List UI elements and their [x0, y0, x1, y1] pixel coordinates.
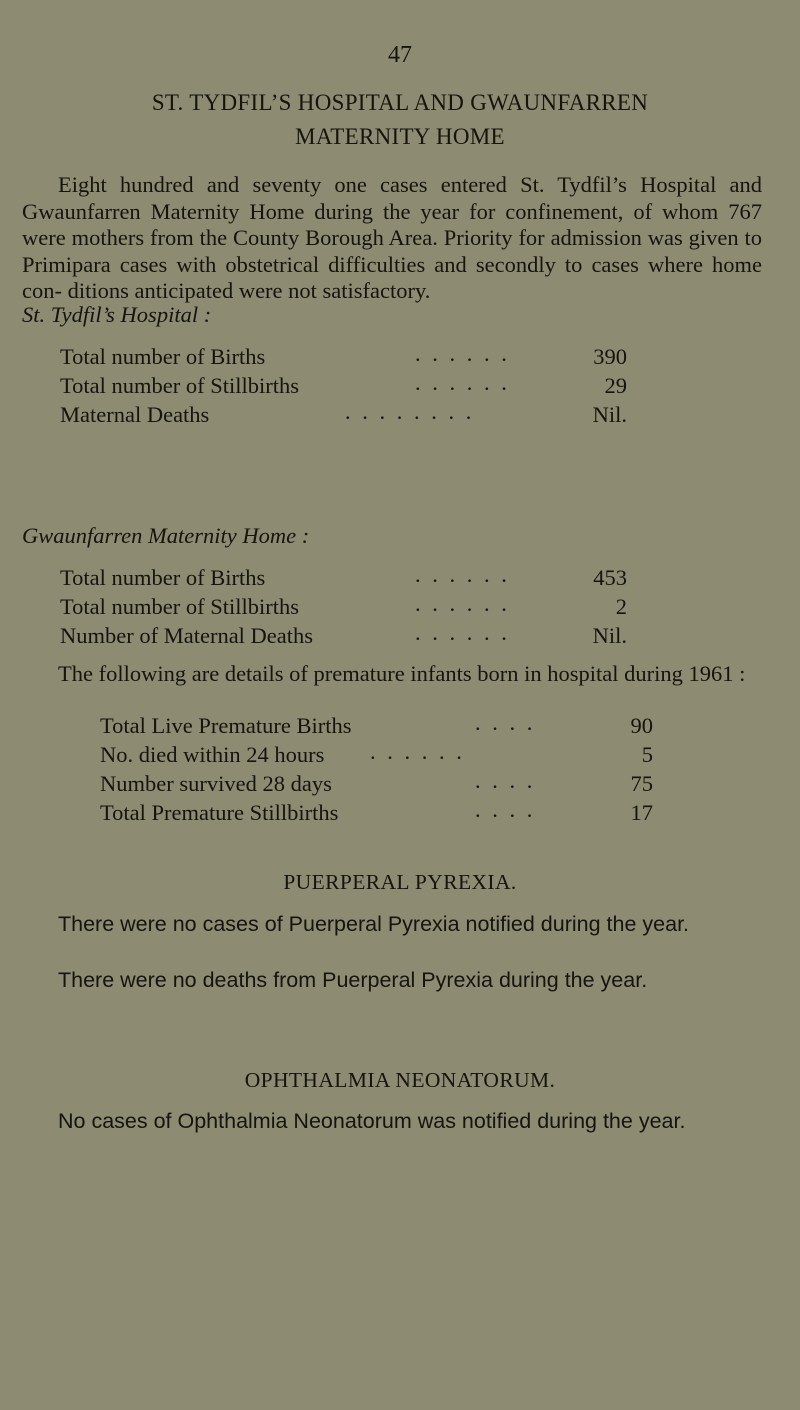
stat-row — [100, 711, 653, 740]
stat-label: Total Live Premature Births — [100, 713, 352, 738]
st-tydfil-heading: St. Tydfil’s Hospital : — [22, 302, 212, 327]
dot-leader: . . . . . . — [370, 739, 465, 764]
puerperal-paragraph-deaths: There were no deaths from Puerperal Pyrexia during the year. — [58, 968, 648, 992]
st-tydfil-stats — [60, 342, 627, 429]
dot-leader: . . . . . . . . — [345, 399, 475, 424]
stat-row — [60, 621, 627, 650]
stat-row — [60, 563, 627, 592]
stat-row — [100, 798, 653, 827]
stat-row — [60, 400, 627, 429]
stat-value: 5 — [641, 742, 653, 767]
premature-intro-paragraph: The following are details of premature infants born in hospital during 1961 : — [58, 661, 746, 686]
stat-value: 75 — [630, 771, 653, 796]
stat-label: Total Premature Stillbirths — [100, 800, 339, 825]
gwaunfarren-heading: Gwaunfarren Maternity Home : — [22, 523, 310, 548]
stat-label: Maternal Deaths — [60, 402, 210, 427]
page-number: 47 — [388, 42, 412, 68]
dot-leader: . . . . — [475, 710, 536, 735]
puerperal-heading: PUERPERAL PYREXIA. — [283, 870, 517, 894]
stat-label: Total number of Births — [60, 565, 266, 590]
dot-leader: . . . . — [475, 797, 536, 822]
dot-leader: . . . . . . — [415, 341, 510, 366]
dot-leader: . . . . . . — [415, 591, 510, 616]
page-title — [40, 86, 760, 154]
page-title-line-2: MATERNITY HOME — [295, 124, 505, 149]
stat-row — [60, 592, 627, 621]
gwaunfarren-stats — [60, 563, 627, 650]
puerperal-paragraph-cases: There were no cases of Puerperal Pyrexia notified during the year. — [58, 912, 690, 936]
stat-value: Nil. — [592, 623, 627, 648]
stat-value: 17 — [630, 800, 653, 825]
stat-label: No. died within 24 hours — [100, 742, 325, 767]
intro-paragraph: Eight hundred and seventy one cases entered St. Tydfil’s Hospital and Gwaunfarren Maternity Home during the year for confinement, of whom 767 were mothers from the County Borough Area. Priority for admission was given to Primipara cases with obstetrical difficulties and secondly to cases where home con- ditions anticipated were not satisfactory. — [22, 172, 762, 303]
ophthalmia-heading: OPHTHALMIA NEONATORUM. — [244, 1068, 556, 1092]
stat-value: 2 — [615, 594, 627, 619]
stat-value: 390 — [593, 344, 627, 369]
dot-leader: . . . . . . — [415, 562, 510, 587]
dot-leader: . . . . . . — [415, 620, 510, 645]
stat-value: 90 — [630, 713, 653, 738]
stat-label: Total number of Births — [60, 344, 266, 369]
stat-label: Total number of Stillbirths — [60, 594, 300, 619]
stat-value: 29 — [604, 373, 627, 398]
stat-label: Number of Maternal Deaths — [60, 623, 314, 648]
stat-row — [60, 342, 627, 371]
dot-leader: . . . . . . — [415, 370, 510, 395]
stat-row — [100, 769, 653, 798]
dot-leader: . . . . — [475, 768, 536, 793]
stat-row — [100, 740, 653, 769]
stat-row — [60, 371, 627, 400]
stat-label: Total number of Stillbirths — [60, 373, 300, 398]
stat-value: Nil. — [592, 402, 627, 427]
page-title-line-1: ST. TYDFIL’S HOSPITAL AND GWAUNFARREN — [151, 90, 649, 115]
premature-stats — [100, 711, 653, 827]
ophthalmia-paragraph: No cases of Ophthalmia Neonatorum was notified during the year. — [58, 1109, 686, 1133]
stat-value: 453 — [593, 565, 627, 590]
stat-label: Number survived 28 days — [100, 771, 332, 796]
